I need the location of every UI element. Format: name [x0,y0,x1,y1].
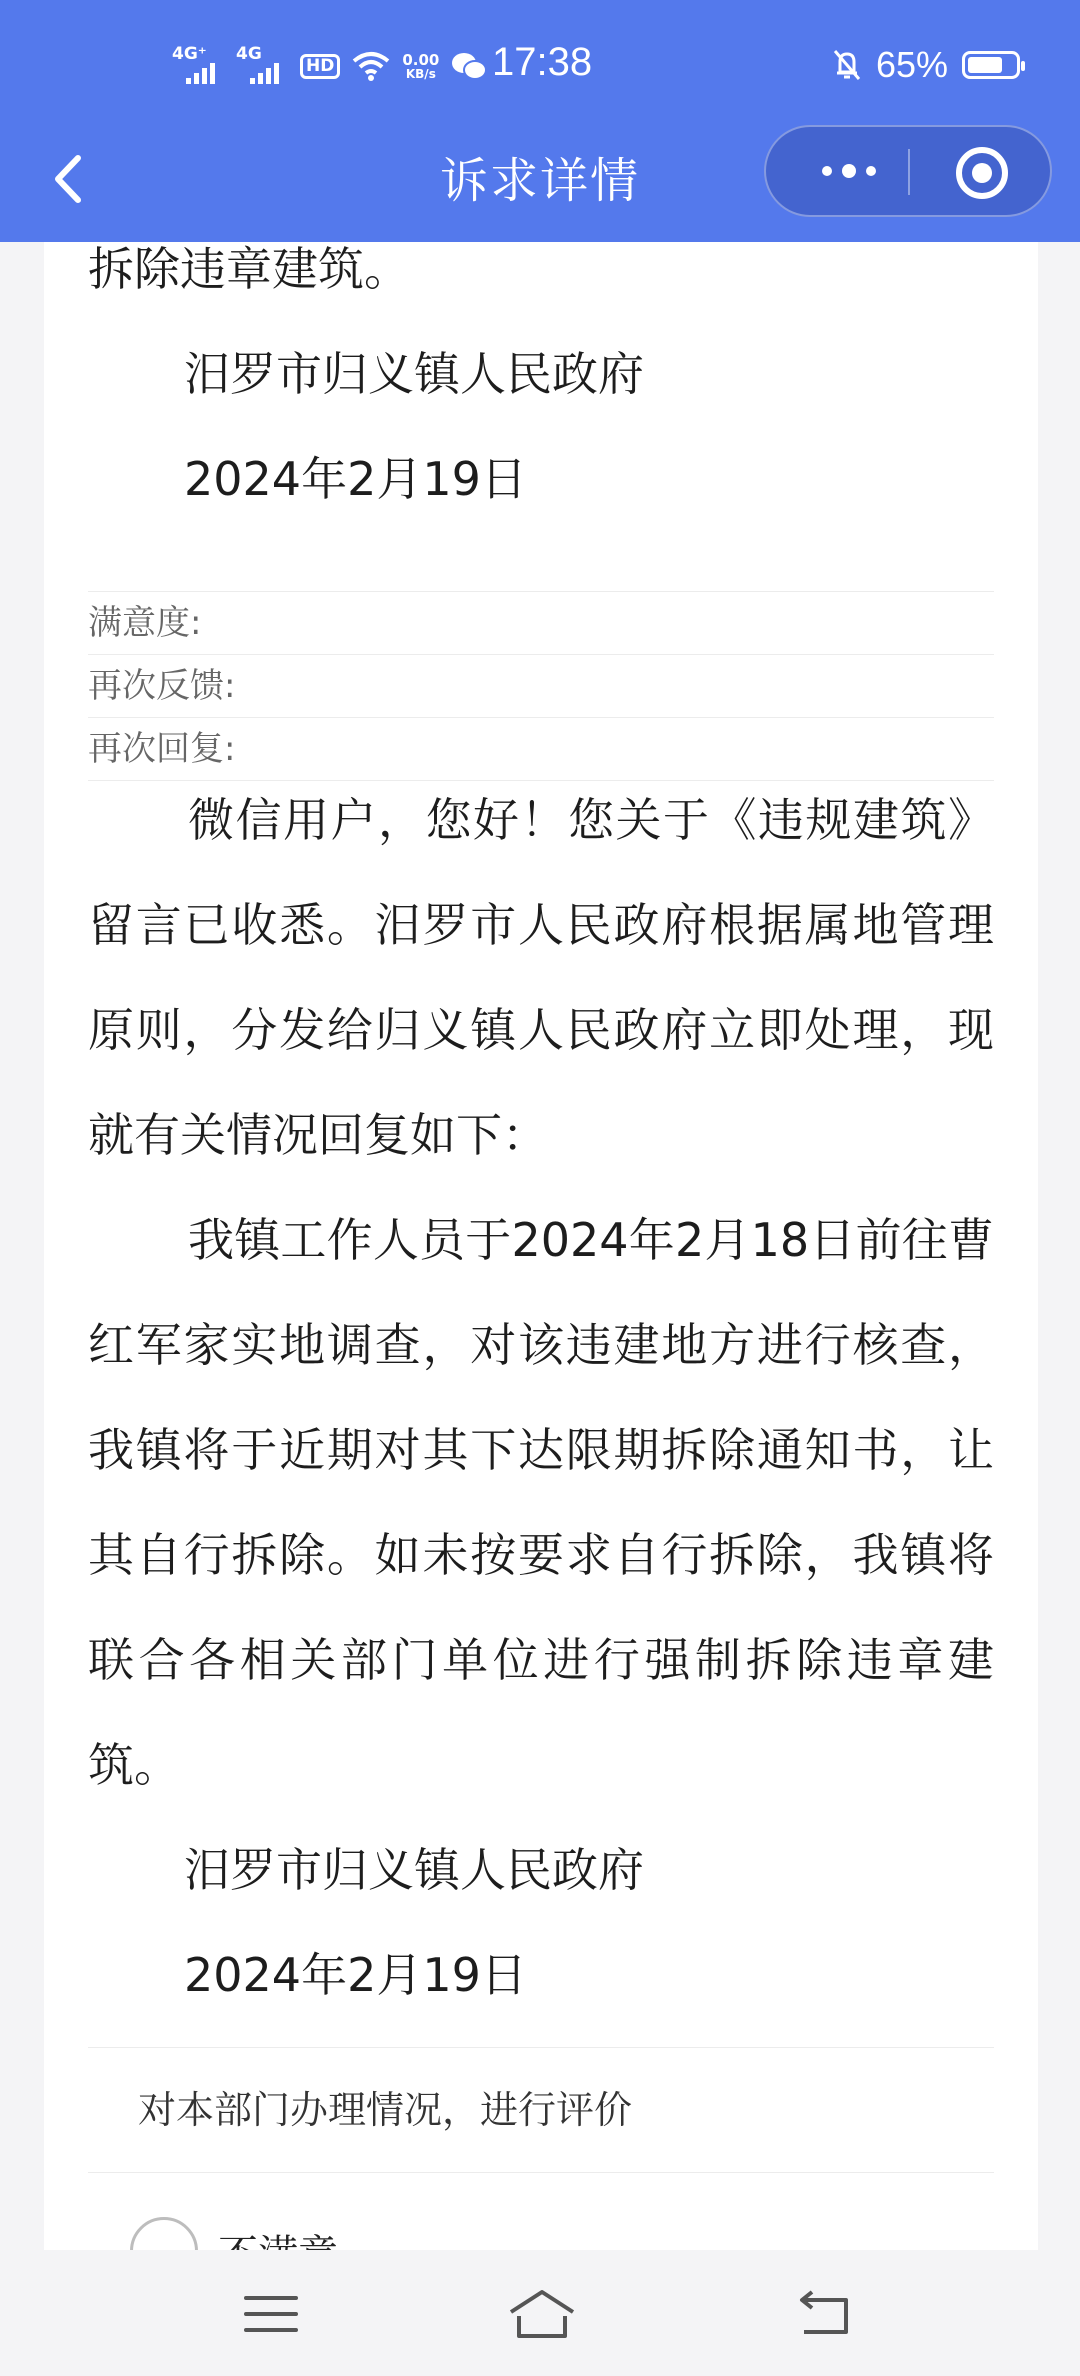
net-speed-unit: KB/s [405,66,436,81]
wifi-icon [352,51,390,81]
reply-paragraph: 我镇工作人员于2024年2月18日前往曹红军家实地调查，对该违建地方进行核查，我镇将于近期对其下达限期拆除通知书，让其自行拆除。如未按要求自行拆除，我镇将联合各相关部门单位进行强制拆除违章建筑。 [88,1213,994,1792]
more-dots-icon[interactable] [794,127,904,215]
signal-label: 4G [236,44,262,64]
status-bar [0,0,1080,130]
evaluation-section [88,2047,994,2173]
signal-icon [172,46,224,86]
reply-text-line: 拆除违章建筑。 [88,242,410,296]
mini-program-capsule [764,125,1052,217]
nav-bar [0,120,1080,242]
feedback-again-label: 再次反馈: [88,654,994,717]
evaluation-title: 对本部门办理情况，进行评价 [138,2088,633,2132]
system-nav-bar [0,2250,1080,2376]
status-icons-right [832,44,1020,86]
mute-icon [832,48,862,82]
reply-date: 2024年2月19日 [184,1948,527,2002]
net-speed-value: 0.00 [402,50,440,69]
menu-icon[interactable] [236,2286,306,2342]
battery-icon [962,51,1020,79]
reply-again-label: 再次回复: [88,717,994,780]
divider [88,2172,994,2173]
capsule-divider [908,149,910,195]
back-icon[interactable] [790,2286,860,2342]
signal-icon [236,46,288,86]
satisfaction-label: 满意度: [88,591,994,654]
app-header [0,0,1080,242]
feedback-fields [88,591,994,781]
detail-card [44,242,1038,2250]
hd-icon: HD [300,54,340,79]
reply-signature: 汨罗市归义镇人民政府 [184,1843,644,1897]
net-speed [402,50,440,81]
target-circle-icon[interactable] [956,147,1008,199]
signal-label: 4G⁺ [172,44,207,64]
status-time: 17:38 [492,40,593,84]
wechat-icon [451,51,487,81]
page-title: 诉求详情 [439,153,640,209]
reply-body [88,768,994,2028]
reply-signature: 汨罗市归义镇人民政府 [184,347,644,401]
home-icon[interactable] [505,2286,579,2342]
status-icons-left [172,44,487,88]
battery-percent: 65% [875,44,948,85]
reply-date: 2024年2月19日 [184,452,527,506]
reply-paragraph: 微信用户，您好！您关于《违规建筑》留言已收悉。汨罗市人民政府根据属地管理原则，分发给归义镇人民政府立即处理，现就有关情况回复如下： [88,793,994,1162]
